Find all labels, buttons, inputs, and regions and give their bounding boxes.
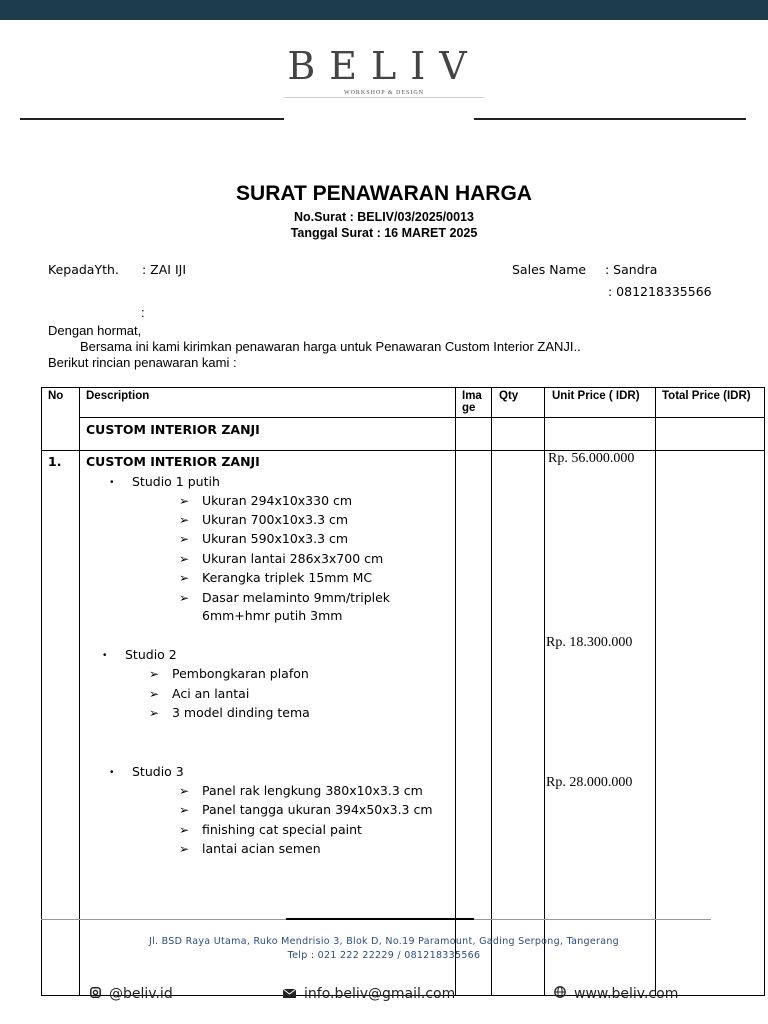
- studio-1-item: Dasar melaminto 9mm/triplek: [202, 590, 391, 605]
- bullet-icon: •: [110, 477, 114, 488]
- arrow-bullet-icon: ➢: [179, 803, 190, 817]
- sales-value: : Sandra: [605, 262, 658, 277]
- footer-address: Jl. BSD Raya Utama, Ruko Mendrisio 3, Blok D, No.19 Paramount, Gading Serpong, Tangerang: [148, 936, 620, 947]
- row-number: 1.: [48, 454, 62, 469]
- to-label: KepadaYth.: [48, 262, 119, 277]
- row-title: CUSTOM INTERIOR ZANJI: [86, 454, 260, 469]
- table-col-line: [491, 387, 492, 996]
- instagram-icon: [90, 987, 101, 1001]
- table-section-divider: [41, 450, 765, 451]
- studio-1-item: Ukuran lantai 286x3x700 cm: [202, 551, 384, 566]
- studio-1-item: Ukuran 700x10x3.3 cm: [202, 512, 349, 527]
- intro-paragraph: Bersama ini kami kirimkan penawaran harga untuk Penawaran Custom Interior ZANJI..: [80, 339, 581, 354]
- header-no: No: [48, 390, 64, 402]
- studio-1-item-continued: 6mm+hmr putih 3mm: [202, 608, 343, 623]
- studio-1-price: Rp. 56.000.000: [548, 451, 635, 466]
- letter-number: No.Surat : BELIV/03/2025/0013: [294, 210, 474, 224]
- table-col-line: [79, 387, 80, 996]
- table-col-line: [41, 387, 42, 996]
- arrow-bullet-icon: ➢: [179, 532, 190, 546]
- logo-underline: [284, 97, 484, 98]
- email-address: info.beliv@gmail.com: [304, 986, 456, 1002]
- to-value: : ZAI IJI: [142, 262, 187, 277]
- sales-label: Sales Name: [512, 262, 587, 277]
- section-title: CUSTOM INTERIOR ZANJI: [86, 422, 260, 437]
- brand-tagline: WORKSHOP & DESIGN: [343, 90, 425, 96]
- letter-date: Tanggal Surat : 16 MARET 2025: [290, 226, 478, 240]
- sales-phone: : 081218335566: [608, 284, 712, 299]
- globe-icon: [554, 986, 566, 1001]
- table-col-line: [655, 387, 656, 996]
- header-rule-right: [474, 118, 746, 120]
- studio-3-item: Panel rak lengkung 380x10x3.3 cm: [202, 783, 423, 798]
- greeting: Dengan hormat,: [48, 323, 142, 338]
- mail-icon: [283, 987, 296, 1001]
- arrow-bullet-icon: ➢: [149, 667, 160, 681]
- header-description: Description: [86, 390, 150, 402]
- header-rule-left: [20, 118, 284, 120]
- bullet-icon: •: [110, 767, 114, 778]
- studio-2-item: Pembongkaran plafon: [172, 666, 309, 681]
- header-qty: Qty: [499, 390, 519, 402]
- header-total-price: Total Price (IDR): [662, 390, 751, 402]
- studio-2-name: Studio 2: [125, 647, 177, 662]
- header-unit-price: Unit Price ( IDR): [552, 390, 640, 402]
- arrow-bullet-icon: ➢: [179, 494, 190, 508]
- bullet-icon: •: [103, 650, 107, 661]
- studio-3-item: lantai acian semen: [202, 841, 321, 856]
- arrow-bullet-icon: ➢: [179, 571, 190, 585]
- details-intro: Berikut rincian penawaran kami :: [48, 355, 237, 370]
- footer-telp: Telp : 021 222 22229 / 081218335566: [287, 950, 481, 961]
- studio-1-item: Ukuran 590x10x3.3 cm: [202, 531, 349, 546]
- top-bar: [0, 0, 768, 20]
- studio-3-price: Rp. 28.000.000: [546, 775, 633, 790]
- brand-logo: BELIV: [287, 44, 481, 88]
- studio-3-item: Panel tangga ukuran 394x50x3.3 cm: [202, 802, 433, 817]
- arrow-bullet-icon: ➢: [179, 591, 190, 605]
- arrow-bullet-icon: ➢: [149, 687, 160, 701]
- studio-3-item: finishing cat special paint: [202, 822, 362, 837]
- website-url: www.beliv.com: [574, 986, 679, 1002]
- table-col-line: [544, 387, 545, 996]
- contact-website[interactable]: [554, 986, 678, 1002]
- arrow-bullet-icon: ➢: [179, 784, 190, 798]
- studio-1-item: Ukuran 294x10x330 cm: [202, 493, 353, 508]
- arrow-bullet-icon: ➢: [149, 706, 160, 720]
- blank-colon: :: [141, 305, 145, 320]
- arrow-bullet-icon: ➢: [179, 842, 190, 856]
- footer-accent-rule: [286, 918, 474, 920]
- instagram-handle: @beliv.id: [109, 986, 173, 1002]
- studio-2-item: 3 model dinding tema: [172, 705, 310, 720]
- table-col-line: [764, 387, 765, 996]
- arrow-bullet-icon: ➢: [179, 513, 190, 527]
- studio-1-name: Studio 1 putih: [132, 474, 220, 489]
- arrow-bullet-icon: ➢: [179, 823, 190, 837]
- studio-3-name: Studio 3: [132, 764, 184, 779]
- studio-2-item: Aci an lantai: [172, 686, 250, 701]
- studio-1-item: Kerangka triplek 15mm MC: [202, 570, 373, 585]
- table-border-top: [41, 387, 765, 388]
- contact-instagram[interactable]: [90, 986, 173, 1002]
- table-col-line: [455, 387, 456, 996]
- table-header-divider: [79, 417, 765, 418]
- arrow-bullet-icon: ➢: [179, 552, 190, 566]
- contact-email[interactable]: [283, 986, 455, 1002]
- page-title: SURAT PENAWARAN HARGA: [236, 182, 532, 205]
- header-image: Ima ge: [462, 390, 482, 414]
- studio-2-price: Rp. 18.300.000: [546, 635, 633, 650]
